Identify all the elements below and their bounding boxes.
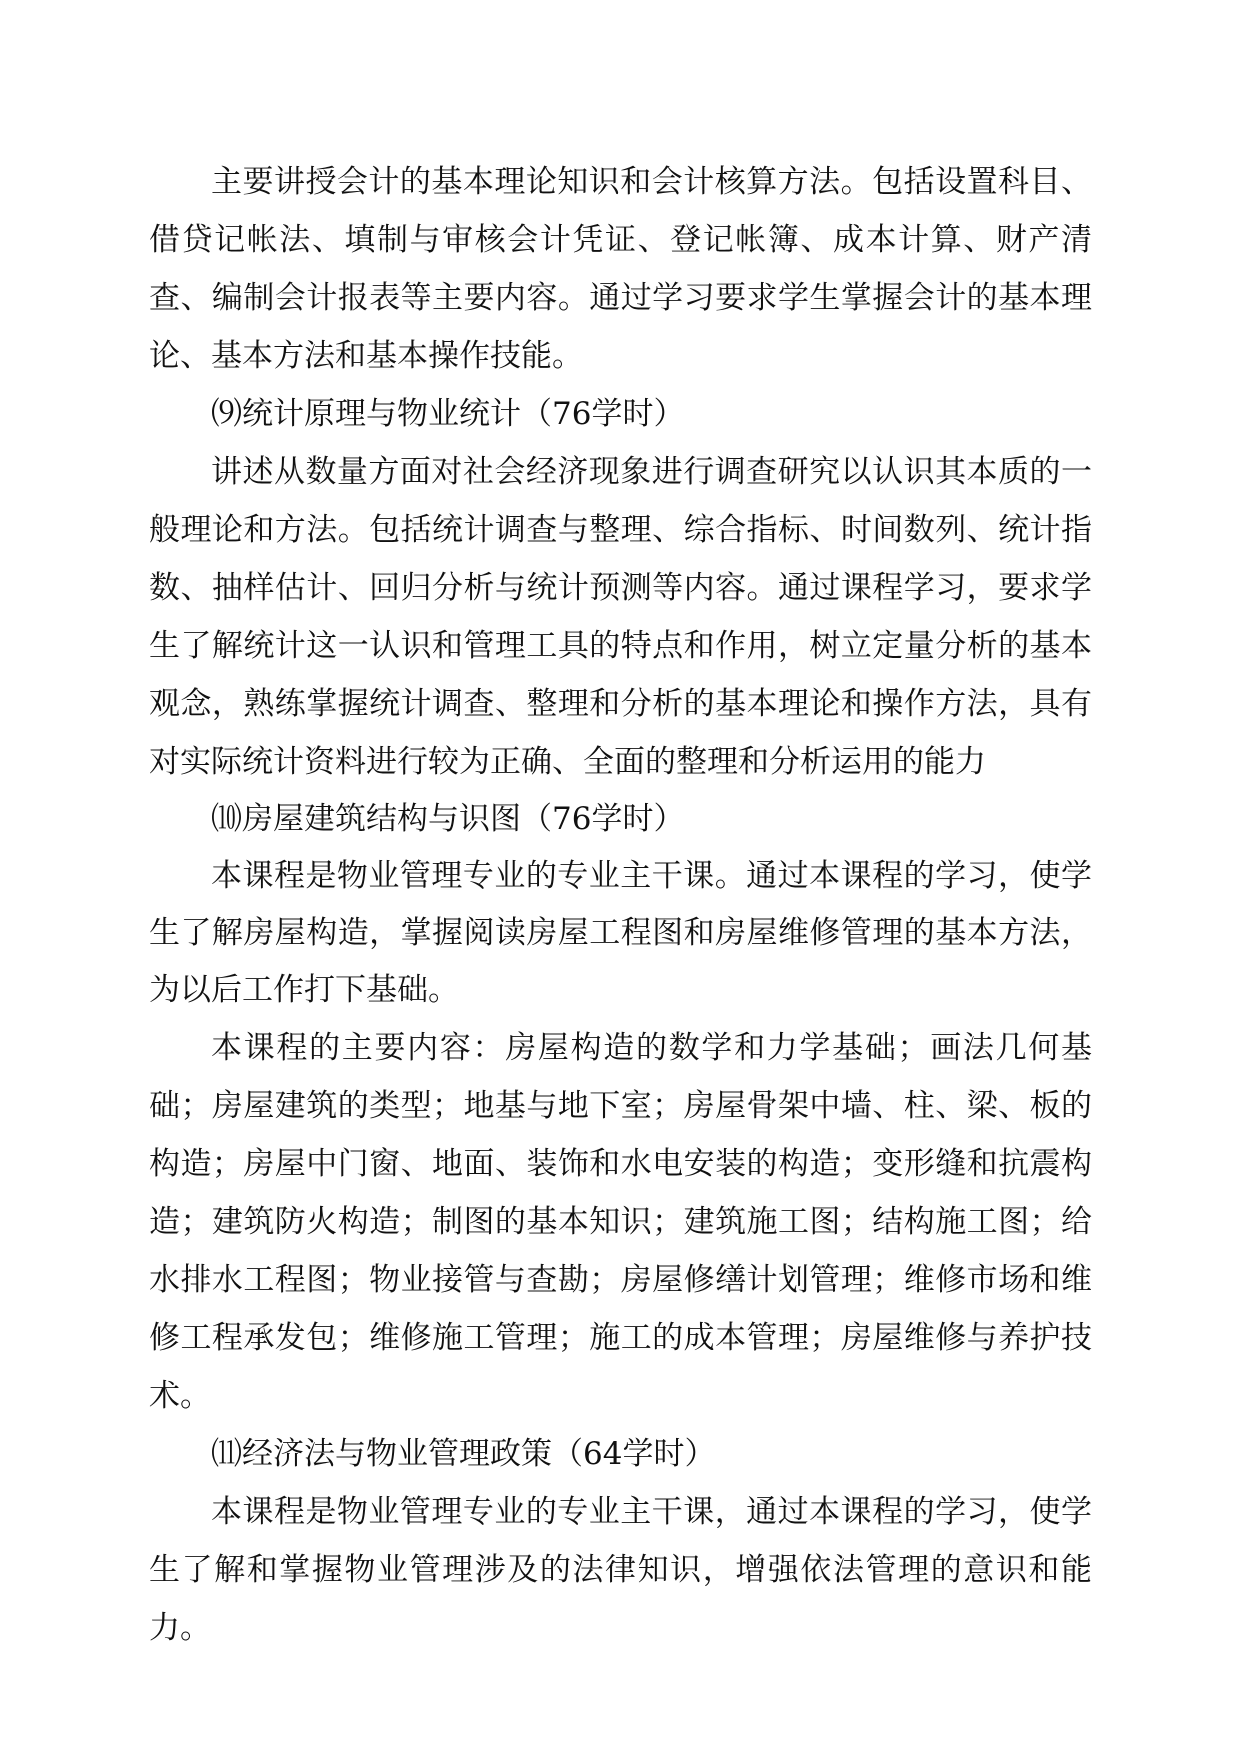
paragraph-economic-law-description: 本课程是物业管理专业的专业主干课，通过本课程的学习，使学生了解和掌握物业管理涉及的法律知识，增强依法管理的意识和能力。	[149, 1494, 1092, 1646]
paragraph-statistics-description: 讲述从数量方面对社会经济现象进行调查研究以认识其本质的一般理论和方法。包括统计调查与整理、综合指标、时间数列、统计指数、抽样估计、回归分析与统计预测等内容。通过课程学习，要求学生了解统计这一认识和管理工具的特点和作用，树立定量分析的基本观念，熟练掌握统计调查、整理和分析的基本理论和操作方法，具有对实际统计资料进行较为正确、全面的整理和分析运用的能力	[149, 454, 1092, 780]
paragraph-building-structure-intro: 本课程是物业管理专业的专业主干课。通过本课程的学习，使学生了解房屋构造，掌握阅读房屋工程图和房屋维修管理的基本方法，为以后工作打下基础。	[149, 858, 1092, 1008]
heading-statistics-course: ⑼统计原理与物业统计（76学时）	[211, 396, 685, 432]
paragraph-accounting-description: 主要讲授会计的基本理论知识和会计核算方法。包括设置科目、借贷记帐法、填制与审核会计凭证、登记帐簿、成本计算、财产清查、编制会计报表等主要内容。通过学习要求学生掌握会计的基本理论、基本方法和基本操作技能。	[149, 164, 1092, 374]
document-body	[149, 153, 1092, 1657]
heading-economic-law-course: ⑾经济法与物业管理政策（64学时）	[211, 1436, 716, 1472]
heading-building-structure-course: ⑽房屋建筑结构与识图（76学时）	[211, 801, 685, 837]
paragraph-building-structure-content: 本课程的主要内容：房屋构造的数学和力学基础；画法几何基础；房屋建筑的类型；地基与地下室；房屋骨架中墙、柱、梁、板的构造；房屋中门窗、地面、装饰和水电安装的构造；变形缝和抗震构造；建筑防火构造；制图的基本知识；建筑施工图；结构施工图；给水排水工程图；物业接管与查勘；房屋修缮计划管理；维修市场和维修工程承发包；维修施工管理；施工的成本管理；房屋维修与养护技术。	[149, 1030, 1092, 1414]
